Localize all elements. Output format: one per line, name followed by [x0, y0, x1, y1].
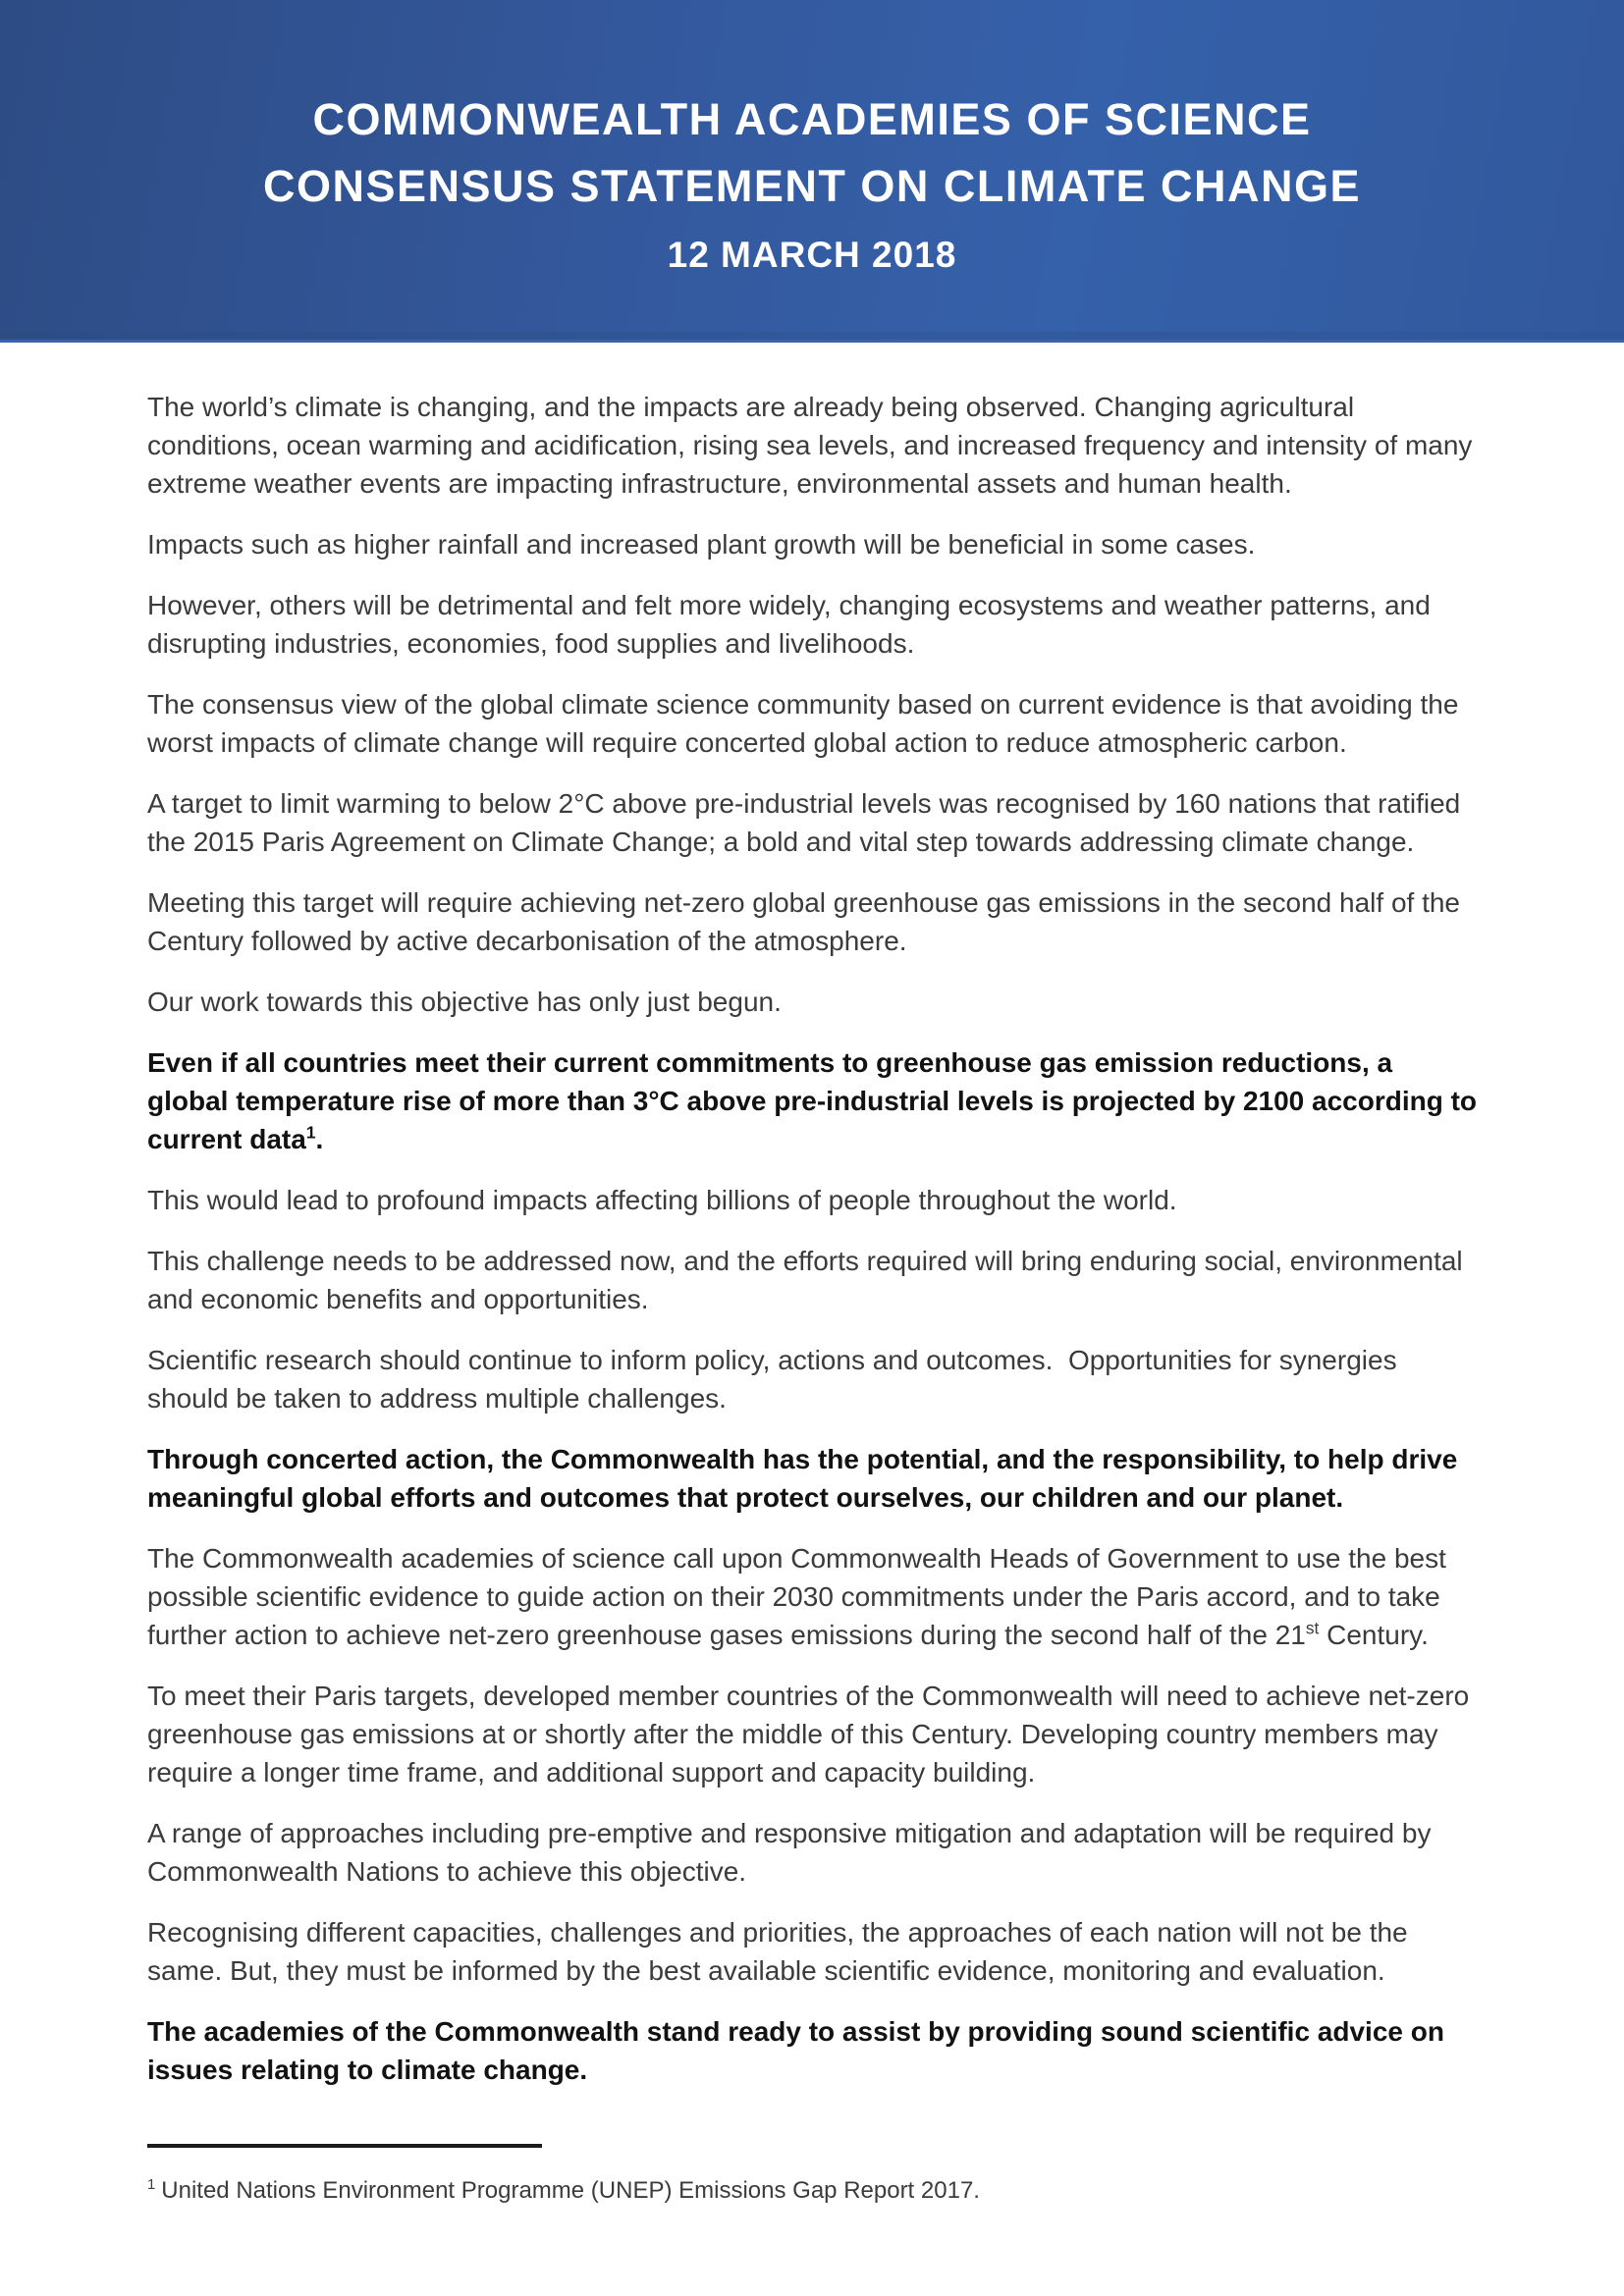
call-upon-century: Century. [1319, 1620, 1429, 1650]
paragraph-paris-target: A target to limit warming to below 2°C above pre-industrial levels was recognised by 160 nations that ratified the 2015 Paris Agreement on Climate Change; a bold and vital step towards addressing climate change. [147, 788, 1461, 857]
paragraph-challenge-now: This challenge needs to be addressed now, and the efforts required will bring enduring social, environmental and economic benefits and opportunities. [147, 1246, 1463, 1314]
footnote-text: United Nations Environment Programme (UNEP) Emissions Gap Report 2017. [161, 2177, 980, 2204]
paragraph-bold-academies-ready: The academies of the Commonwealth stand ready to assist by providing sound scientific advice on issues relating to climate change. [147, 2016, 1444, 2085]
paragraph-range-of-approaches: A range of approaches including pre-emptive and responsive mitigation and adaptation will be required by Commonwealth Nations to achieve this objective. [147, 1818, 1432, 1887]
document-date: 12 MARCH 2018 [667, 235, 957, 275]
paragraph-call-upon-heads [147, 1539, 1481, 1654]
paragraph-developed-members: To meet their Paris targets, developed member countries of the Commonwealth will need to achieve net-zero greenhouse gas emissions at or shortly after the middle of this Century. Developing country members may require a longer time frame, and additional support and capacity building. [147, 1681, 1470, 1788]
document-body [0, 343, 1624, 2207]
paragraph-work-begun: Our work towards this objective has only just begun. [147, 987, 782, 1017]
footnote-divider [147, 2144, 542, 2148]
paragraph-profound-impacts: This would lead to profound impacts affecting billions of people throughout the world. [147, 1185, 1177, 1215]
document-title-line1: COMMONWEALTH ACADEMIES OF SCIENCE [312, 94, 1312, 144]
projection-text: Even if all countries meet their current commitments to greenhouse gas emission reductions, a global temperature rise of more than 3°C above pre-industrial levels is projected by 2100 according to current data [147, 1047, 1478, 1154]
footnote-reference-1: 1 [305, 1122, 316, 1143]
paragraph-bold-concerted-action: Through concerted action, the Commonwealth has the potential, and the responsibility, to help drive meaningful global efforts and outcomes that protect ourselves, our children and our planet. [147, 1444, 1458, 1513]
document-header-banner [0, 0, 1624, 332]
document-title-line2: CONSENSUS STATEMENT ON CLIMATE CHANGE [262, 161, 1361, 211]
paragraph-net-zero-target: Meeting this target will require achieving net-zero global greenhouse gas emissions in the second half of the Century followed by active decarbonisation of the atmosphere. [147, 887, 1460, 956]
header-bottom-edge-dark [0, 332, 1624, 340]
paragraph-bold-projection [147, 1043, 1481, 1158]
call-upon-text: The Commonwealth academies of science call upon Commonwealth Heads of Government to use the best possible scientific evidence to guide action on their 2030 commitments under the Paris accord, and to take further action to achieve net-zero greenhouse gases emissions during the second half of the 21 [147, 1543, 1446, 1650]
paragraph-scientific-research: Scientific research should continue to inform policy, actions and outcomes. Opportunities for synergies should be taken to address multiple challenges. [147, 1345, 1397, 1414]
paragraph-consensus-view: The consensus view of the global climate science community based on current evidence is that avoiding the worst impacts of climate change will require concerted global action to reduce atmospheric carbon. [147, 689, 1459, 758]
projection-period: . [315, 1124, 324, 1154]
paragraph-beneficial-impacts: Impacts such as higher rainfall and increased plant growth will be beneficial in some cases. [147, 529, 1256, 560]
ordinal-superscript-st: st [1305, 1618, 1320, 1638]
footnote [147, 2175, 1481, 2207]
paragraph-intro-impacts: The world’s climate is changing, and the impacts are already being observed. Changing agricultural conditions, ocean warming and acidification, rising sea levels, and increased frequency and intensity of many extreme weather events are impacting infrastructure, environmental assets and human health. [147, 392, 1473, 499]
paragraph-different-capacities: Recognising different capacities, challenges and priorities, the approaches of each nation will not be the same. But, they must be informed by the best available scientific evidence, monitoring and evaluation. [147, 1917, 1408, 1986]
footnote-marker: 1 [147, 2177, 156, 2193]
paragraph-detrimental-impacts: However, others will be detrimental and felt more widely, changing ecosystems and weather patterns, and disrupting industries, economies, food supplies and livelihoods. [147, 590, 1431, 659]
